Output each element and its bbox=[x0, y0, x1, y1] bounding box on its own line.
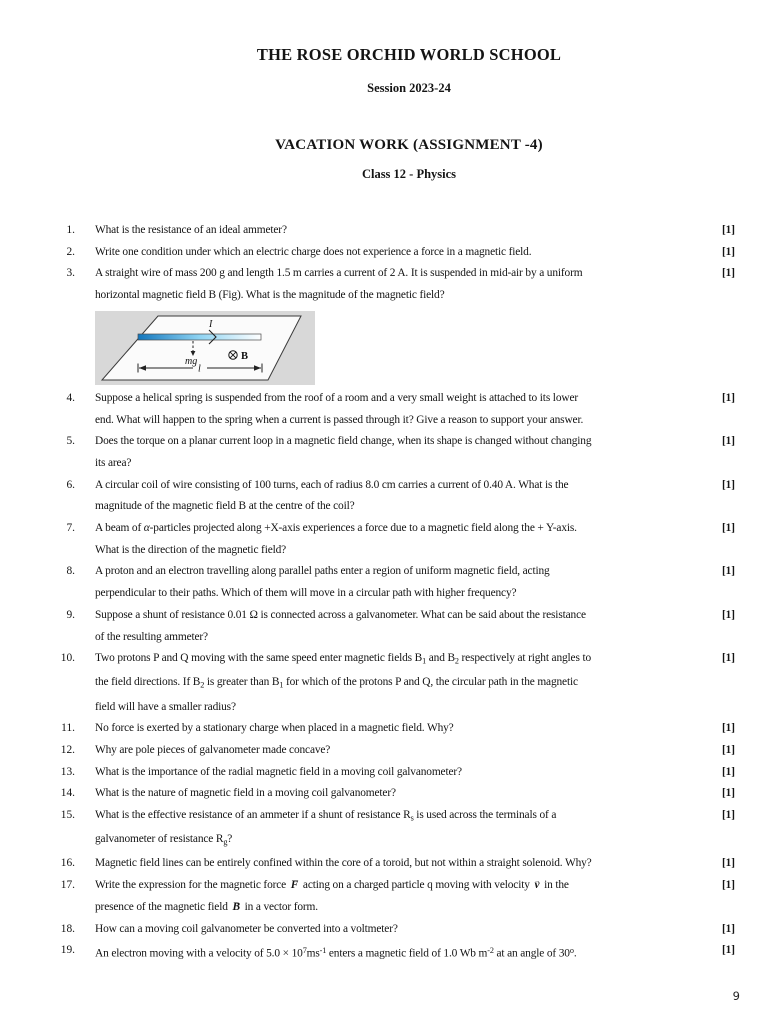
question-number: 12. bbox=[60, 743, 75, 756]
question-text bbox=[75, 875, 711, 918]
question-line: Why are pole pieces of galvanometer made concave? bbox=[95, 743, 331, 756]
question-line: of the resulting ammeter? bbox=[95, 630, 208, 643]
question-number: 14. bbox=[60, 787, 75, 800]
question-line: Write the expression for the magnetic force → F acting on a charged particle q moving with velocity → v in the bbox=[95, 875, 711, 897]
question-line: What is the nature of magnetic field in a moving coil galvanometer? bbox=[95, 787, 396, 800]
question-text bbox=[75, 561, 711, 604]
question-text bbox=[75, 718, 711, 740]
question-row bbox=[0, 762, 768, 784]
school-title: THE ROSE ORCHID WORLD SCHOOL bbox=[256, 45, 562, 64]
question-line: Suppose a helical spring is suspended from the roof of a room and a very small weight is attached to its lower bbox=[95, 391, 578, 404]
question-marks: [1] bbox=[721, 787, 735, 800]
question-text bbox=[75, 783, 711, 805]
question-row bbox=[0, 242, 768, 264]
question-line: Does the torque on a planar current loop in a magnetic field change, when its shape is changed without changing bbox=[95, 435, 592, 448]
question-line: An electron moving with a velocity of $5.0 \times 10^7ms^{-1}$ enters a magnetic field of 1.0 Wb $m^{-2}$ at an angle of 30$^o$. bbox=[95, 946, 577, 960]
question-marks: [1] bbox=[721, 944, 735, 957]
question-marks: [1] bbox=[721, 267, 735, 280]
question-line: perpendicular to their paths. Which of them will move in a circular path with higher frequency? bbox=[95, 587, 517, 600]
question-row bbox=[0, 263, 768, 387]
question-row bbox=[0, 648, 768, 718]
question-line: What is the direction of the magnetic field? bbox=[95, 543, 287, 556]
question-number: 10. bbox=[60, 652, 75, 665]
assignment-title: VACATION WORK (ASSIGNMENT -4) bbox=[275, 137, 543, 153]
question-line: presence of the magnetic field → B in a vector form. bbox=[95, 897, 711, 919]
question-number: 3. bbox=[66, 267, 75, 280]
question-number: 16. bbox=[60, 857, 75, 870]
question-marks: [1] bbox=[721, 245, 735, 258]
question-line: Magnetic field lines can be entirely confined within the core of a toroid, but not within a straight solenoid. Why? bbox=[95, 857, 592, 870]
question-number: 13. bbox=[60, 765, 75, 778]
question-line: What is the importance of the radial magnetic field in a moving coil galvanometer? bbox=[95, 765, 462, 778]
question-row bbox=[0, 919, 768, 941]
question-text bbox=[75, 388, 711, 431]
question-row bbox=[0, 940, 768, 965]
question-number: 11. bbox=[61, 722, 75, 735]
question-marks: [1] bbox=[721, 478, 735, 491]
question-text bbox=[75, 518, 711, 561]
question-number: 19. bbox=[60, 944, 75, 957]
question-row bbox=[0, 805, 768, 853]
question-line: Two protons P and Q moving with the same speed enter magnetic fields $B_1$ and $B_2$ respectively at right angles to bbox=[95, 652, 592, 666]
current-rod bbox=[138, 334, 261, 340]
question-number: 15. bbox=[60, 809, 75, 822]
question-marks: [1] bbox=[721, 922, 735, 935]
suspended-wire-figure bbox=[95, 311, 315, 385]
question-marks: [1] bbox=[721, 522, 735, 535]
question-number: 5. bbox=[66, 435, 75, 448]
weight-label: mg bbox=[185, 355, 198, 367]
question-line: Suppose a shunt of resistance 0.01 Ω is connected across a galvanometer. What can be said about the resistance bbox=[95, 608, 586, 621]
question-line: horizontal magnetic field B (Fig). What is the magnitude of the magnetic field? bbox=[95, 289, 445, 302]
length-label: l bbox=[198, 363, 201, 375]
question-row bbox=[0, 475, 768, 518]
question-marks: [1] bbox=[721, 652, 735, 665]
question-line: What is the resistance of an ideal ammeter? bbox=[95, 224, 287, 236]
current-label: I bbox=[209, 318, 213, 330]
question-text bbox=[75, 220, 711, 242]
question-text bbox=[75, 940, 711, 965]
session-subtitle: Session 2023-24 bbox=[367, 81, 451, 95]
question-line: galvanometer of resistance $R_g$? bbox=[95, 833, 233, 847]
question-text bbox=[75, 605, 711, 648]
question-line: No force is exerted by a stationary charge when placed in a magnetic field. Why? bbox=[95, 722, 454, 735]
question-line: the field directions. If $B_2$ is greater than $B_1$ for which of the protons P and Q, the circular path in the magnetic bbox=[95, 676, 578, 690]
question-line: A beam of α-particles projected along +X-axis experiences a force due to a magnetic field along the + Y-axis. bbox=[95, 522, 577, 535]
page-number: 9 bbox=[732, 989, 740, 1003]
question-row bbox=[0, 431, 768, 474]
question-text bbox=[75, 475, 711, 518]
question-line: Write one condition under which an electric charge does not experience a force in a magnetic field. bbox=[95, 245, 532, 258]
question-text bbox=[75, 242, 711, 264]
question-number: 6. bbox=[66, 478, 75, 491]
question-number: 2. bbox=[66, 245, 75, 258]
question-marks: [1] bbox=[721, 722, 735, 735]
question-text bbox=[75, 919, 711, 941]
question-marks: [1] bbox=[721, 608, 735, 621]
question-number: 17. bbox=[60, 879, 75, 892]
question-line: What is the effective resistance of an ammeter if a shunt of resistance $R_s$ is used across the terminals of a bbox=[95, 809, 557, 823]
question-row bbox=[0, 718, 768, 740]
question-marks: [1] bbox=[721, 565, 735, 578]
question-line: A proton and an electron travelling along parallel paths enter a region of uniform magnetic field, acting bbox=[95, 565, 550, 578]
question-row bbox=[0, 518, 768, 561]
question-text bbox=[75, 805, 711, 853]
question-line: field will have a smaller radius? bbox=[95, 700, 236, 713]
question-row bbox=[0, 220, 768, 242]
question-line: How can a moving coil galvanometer be converted into a voltmeter? bbox=[95, 922, 398, 935]
question-text bbox=[75, 648, 711, 718]
question-marks: [1] bbox=[721, 809, 735, 822]
question-text bbox=[75, 853, 711, 875]
question-row bbox=[0, 875, 768, 918]
question-marks: [1] bbox=[721, 879, 735, 892]
question-marks: [1] bbox=[721, 435, 735, 448]
question-number: 18. bbox=[60, 922, 75, 935]
question-marks: [1] bbox=[721, 743, 735, 756]
question-line: magnitude of the magnetic field B at the centre of the coil? bbox=[95, 500, 355, 513]
question-row bbox=[0, 853, 768, 875]
question-marks: [1] bbox=[721, 765, 735, 778]
question-number: 1. bbox=[66, 224, 75, 236]
question-row bbox=[0, 561, 768, 604]
question-text bbox=[75, 762, 711, 784]
question-line: end. What will happen to the spring when a current is passed through it? Give a reason to support your answer. bbox=[95, 413, 584, 426]
document-header bbox=[85, 0, 733, 182]
question-row bbox=[0, 783, 768, 805]
question-marks: [1] bbox=[721, 224, 735, 236]
question-marks: [1] bbox=[721, 857, 735, 870]
question-number: 4. bbox=[66, 391, 75, 404]
question-number: 7. bbox=[66, 522, 75, 535]
question-text bbox=[75, 431, 711, 474]
question-line: A straight wire of mass 200 g and length 1.5 m carries a current of 2 A. It is suspended in mid-air by a uniform bbox=[95, 267, 583, 280]
field-label: B bbox=[241, 350, 249, 362]
question-text bbox=[75, 263, 711, 387]
question-row bbox=[0, 740, 768, 762]
question-line: its area? bbox=[95, 456, 132, 469]
question-row bbox=[0, 605, 768, 648]
question-number: 9. bbox=[66, 608, 75, 621]
question-line: A circular coil of wire consisting of 100 turns, each of radius 8.0 cm carries a current of 0.40 A. What is the bbox=[95, 478, 569, 491]
question-marks: [1] bbox=[721, 391, 735, 404]
question-text bbox=[75, 740, 711, 762]
class-subject-line: Class 12 - Physics bbox=[361, 167, 457, 181]
question-row bbox=[0, 388, 768, 431]
question-number: 8. bbox=[66, 565, 75, 578]
questions-list bbox=[0, 220, 768, 966]
